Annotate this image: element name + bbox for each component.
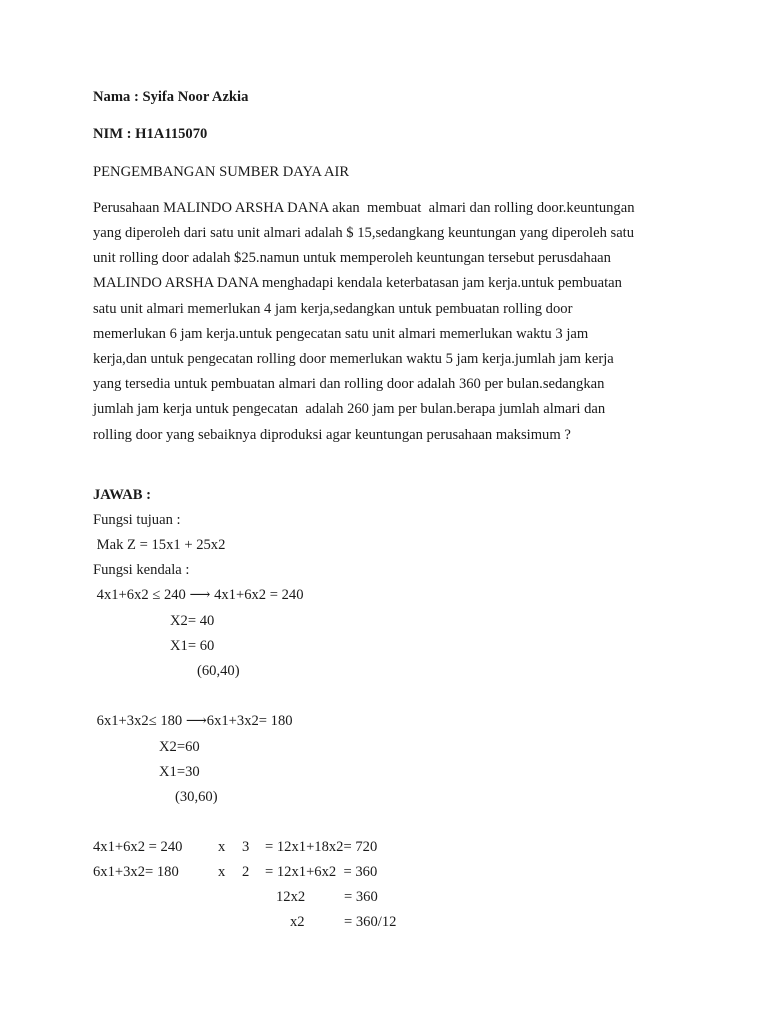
elimination-operator: x — [218, 839, 226, 855]
student-name: Nama : Syifa Noor Azkia — [93, 89, 249, 105]
constraint2-expression: 6x1+3x2≤ 180 ⟶6x1+3x2= 180 — [93, 713, 293, 729]
elimination-result: = 12x1+6x2 = 360 — [265, 864, 378, 880]
elimination-multiplier: 2 — [242, 864, 250, 880]
objective-function: Mak Z = 15x1 + 25x2 — [93, 537, 226, 553]
answer-heading: JAWAB : — [93, 487, 151, 503]
constraint2-x1: X1=30 — [159, 764, 200, 780]
problem-line: unit rolling door adalah $25.namun untuk memperoleh keuntungan tersebut perusdahaan — [93, 250, 611, 266]
constraint1-x2: X2= 40 — [170, 613, 215, 629]
problem-line: Perusahaan MALINDO ARSHA DANA akan membuat almari dan rolling door.keuntungan — [93, 200, 635, 216]
problem-line: yang diperoleh dari satu unit almari adalah $ 15,sedangkang keuntungan yang diperoleh satu — [93, 225, 635, 241]
elimination-lhs: x2 — [290, 914, 305, 930]
student-nim: NIM : H1A115070 — [93, 126, 208, 142]
constraint-label: Fungsi kendala : — [93, 562, 190, 578]
constraint1-point: (60,40) — [197, 663, 240, 679]
elimination-equation: 4x1+6x2 = 240 — [93, 839, 183, 855]
problem-line: kerja,dan untuk pengecatan rolling door memerlukan waktu 5 jam kerja.jumlah jam kerja — [93, 351, 614, 367]
problem-line: memerlukan 6 jam kerja.untuk pengecatan satu unit almari memerlukan waktu 3 jam — [93, 326, 589, 342]
elimination-result: = 12x1+18x2= 720 — [265, 839, 378, 855]
elimination-rhs: = 360/12 — [344, 914, 397, 930]
elimination-operator: x — [218, 864, 226, 880]
constraint1-x1: X1= 60 — [170, 638, 215, 654]
problem-line: jumlah jam kerja untuk pengecatan adalah 260 jam per bulan.berapa jumlah almari dan — [93, 401, 606, 417]
constraint2-x2: X2=60 — [159, 739, 200, 755]
problem-line: yang tersedia untuk pembuatan almari dan rolling door adalah 360 per bulan.sedangkan — [93, 376, 605, 392]
problem-line: satu unit almari memerlukan 4 jam kerja,sedangkan untuk pembuatan rolling door — [93, 301, 573, 317]
objective-label: Fungsi tujuan : — [93, 512, 181, 528]
problem-line: rolling door yang sebaiknya diproduksi agar keuntungan perusahaan maksimum ? — [93, 427, 571, 443]
elimination-lhs: 12x2 — [276, 889, 306, 905]
elimination-equation: 6x1+3x2= 180 — [93, 864, 179, 880]
elimination-rhs: = 360 — [344, 889, 378, 905]
constraint2-point: (30,60) — [175, 789, 218, 805]
elimination-multiplier: 3 — [242, 839, 250, 855]
problem-line: MALINDO ARSHA DANA menghadapi kendala keterbatasan jam kerja.untuk pembuatan — [93, 275, 622, 291]
constraint1-expression: 4x1+6x2 ≤ 240 ⟶ 4x1+6x2 = 240 — [93, 587, 304, 603]
document-title: PENGEMBANGAN SUMBER DAYA AIR — [93, 164, 350, 180]
